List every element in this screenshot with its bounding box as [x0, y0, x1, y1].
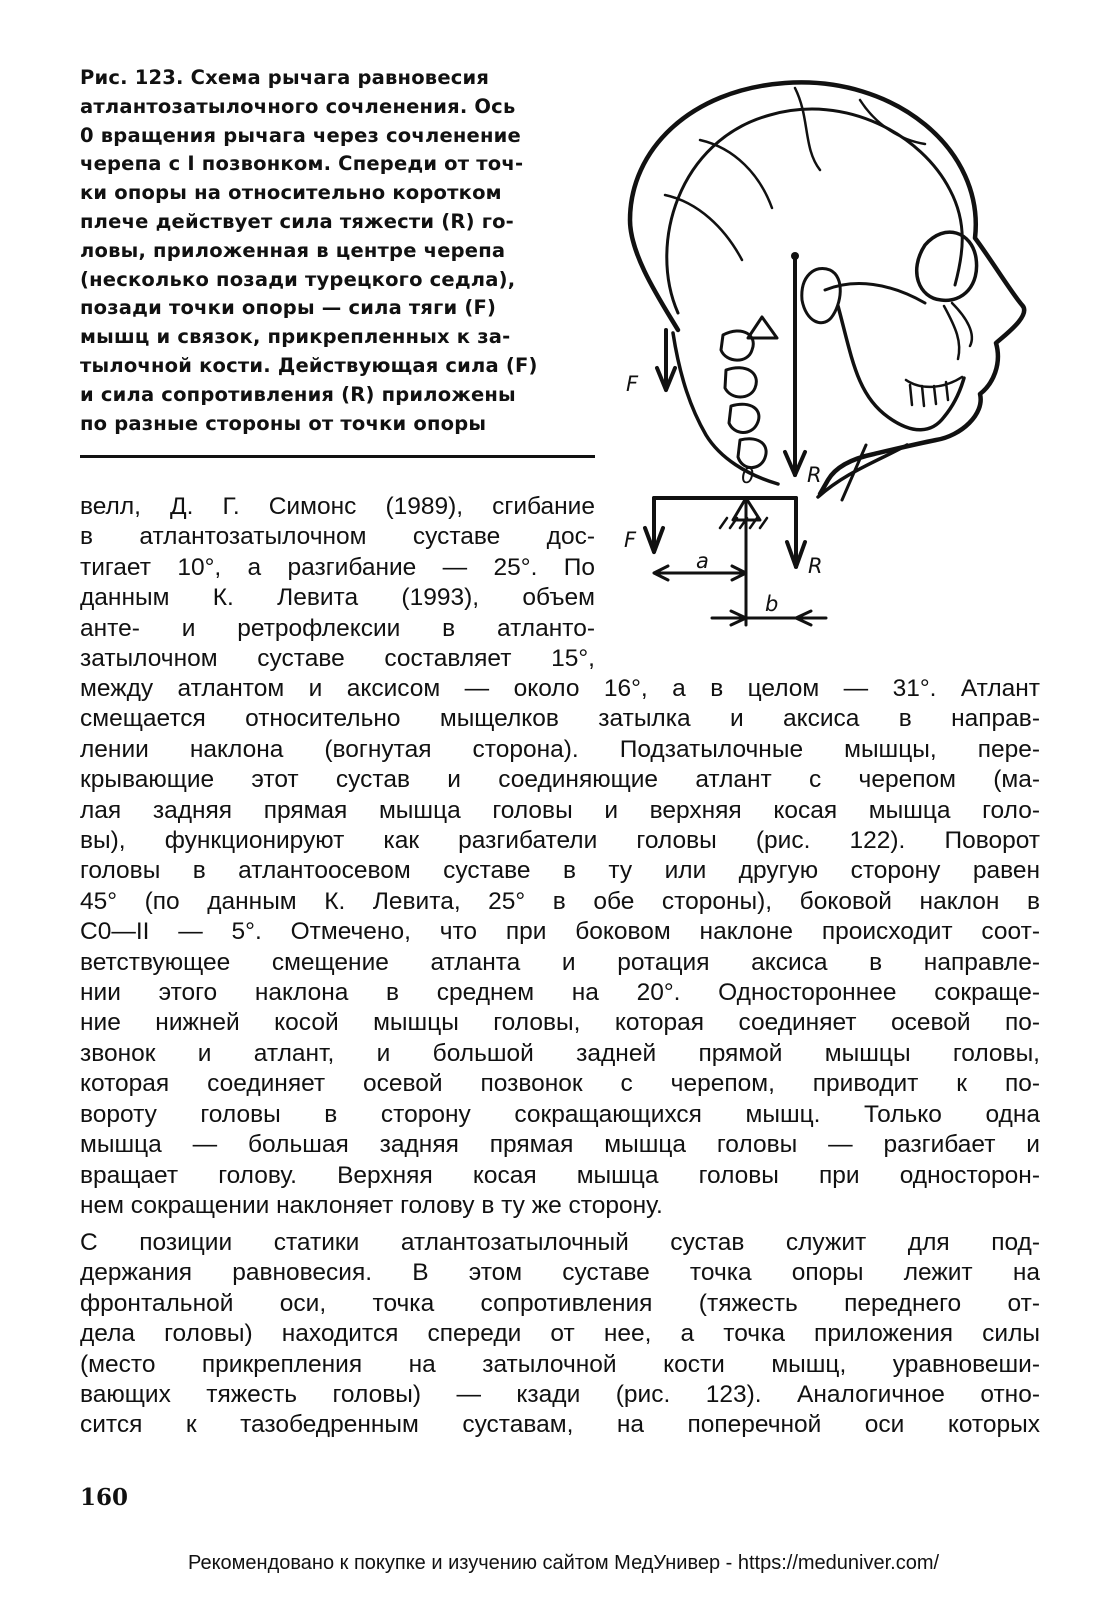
text-line: между атлантом и аксисом — около 16°, а в целом — 31°. Атлант	[80, 675, 1040, 702]
caption-line: и сила сопротивления (R) приложены	[80, 382, 516, 406]
body-text-narrow	[80, 492, 595, 674]
figure-label-a: a	[696, 549, 709, 573]
figure-label-r-bottom: R	[808, 554, 823, 578]
text-line: нии этого наклона в среднем на 20°. Одностороннее сокраще-	[80, 979, 1040, 1007]
figure-label-f-top: F	[626, 372, 639, 396]
caption-line: плече действует сила тяжести (R) го-	[80, 209, 514, 233]
diagram-svg	[624, 80, 1060, 640]
page-number: 160	[80, 1484, 129, 1511]
text-line: вращает голову. Верхняя косая мышца головы при односторон-	[80, 1161, 1040, 1189]
text-line: нем сокращении наклоняет голову в ту же сторону.	[80, 1191, 663, 1219]
body-text-paragraph-two	[80, 1228, 1040, 1441]
caption-line: по разные стороны от точки опоры	[80, 411, 487, 435]
text-line: лая задняя прямая мышца головы и верхняя косая мышца голо-	[80, 796, 1040, 824]
caption-line: Рис. 123. Схема рычага равновесия	[80, 66, 490, 89]
caption-line: позади точки опоры — сила тяги (F)	[80, 296, 497, 320]
text-line: данным К. Левита (1993), объем	[80, 584, 595, 612]
ear	[802, 268, 840, 322]
caption-line: ки опоры на относительно коротком	[80, 181, 502, 205]
figure-label-f-bottom: F	[624, 528, 637, 552]
figure-label-r-top: R	[807, 463, 822, 487]
fulcrum-triangle	[748, 317, 777, 338]
text-line: вы), функционируют как разгибатели головы (рис. 122). Поворот	[80, 827, 1040, 855]
text-line: крывающие этот сустав и соединяющие атлант с черепом (ма-	[80, 766, 1040, 794]
text-line: головы в атлантоосевом суставе в ту или другую сторону равен	[80, 857, 1040, 885]
thin-head-line	[842, 445, 866, 500]
text-line: дела головы) находится спереди от нее, а точка приложения силы	[80, 1320, 1040, 1348]
text-line: тигает 10°, а разгибание — 25°. По	[80, 553, 595, 581]
figure-caption	[80, 64, 595, 438]
text-line: которая соединяет осевой позвонок с черепом, приводит к по-	[80, 1070, 1040, 1098]
caption-line: атлантозатылочного сочленения. Ось	[80, 94, 516, 118]
caption-line: мышц и связок, прикрепленных к за-	[80, 325, 511, 349]
caption-line: ловы, приложенная в центре черепа	[80, 238, 506, 262]
caption-line: (несколько позади турецкого седла),	[80, 267, 516, 291]
figure-label-o: 0	[741, 464, 755, 488]
orbit	[917, 232, 977, 300]
text-line: фронтальной оси, точка сопротивления (тяжесть переднего от-	[80, 1289, 1040, 1317]
caption-line: тылочной кости. Действующая сила (F)	[80, 353, 538, 377]
nasal-cavity	[944, 303, 972, 359]
text-line: звонок и атлант, и большой задней прямой мышцы головы,	[80, 1039, 1040, 1067]
caption-line: 0 вращения рычага через сочленение	[80, 123, 521, 147]
text-line: вороту головы в сторону сокращающихся мышц. Только одна	[80, 1100, 1040, 1128]
text-line: ние нижней косой мышцы головы, которая соединяет осевой по-	[80, 1009, 1040, 1037]
text-line: C0—II — 5°. Отмечено, что при боковом наклоне происходит соот-	[80, 918, 1040, 946]
text-line: 45° (по данным К. Левита, 25° в обе стороны), боковой наклон в	[80, 887, 1040, 915]
text-line: сится к тазобедренным суставам, на поперечной оси которых	[80, 1411, 1040, 1439]
caption-line: черепа с I позвонком. Спереди от точ-	[80, 152, 524, 176]
text-line: затылочном суставе составляет 15°,	[80, 645, 595, 673]
vertebrae	[721, 331, 766, 468]
site-footer: Рекомендовано к покупке и изучению сайтом МедУнивер - https://meduniver.com/	[188, 1552, 940, 1574]
text-line: держания равновесия. В этом суставе точка опоры лежит на	[80, 1259, 1040, 1287]
text-line: С позиции статики атлантозатылочный сустав служит для под-	[80, 1229, 1040, 1256]
text-line: мышца — большая задняя прямая мышца головы — разгибает и	[80, 1131, 1040, 1159]
figure-label-b: b	[765, 592, 779, 616]
mandible	[838, 306, 964, 430]
caption-divider	[80, 455, 595, 458]
skull-sutures	[665, 88, 925, 260]
text-line: анте- и ретрофлексии в атланто-	[80, 614, 595, 642]
text-line: смещается относительно мыщелков затылка и аксиса в направ-	[80, 705, 1040, 733]
text-line: ветствующее смещение атланта и ротация аксиса в направле-	[80, 948, 1040, 976]
gravity-center-dot	[791, 252, 799, 260]
text-line: вающих тяжесть головы) — кзади (рис. 123). Аналогичное отно-	[80, 1381, 1040, 1409]
text-line: велл, Д. Г. Симонс (1989), сгибание	[80, 493, 595, 520]
body-text-paragraph-one	[80, 674, 1040, 1221]
text-line: (место прикрепления на затылочной кости мышц, уравновеши-	[80, 1350, 1040, 1378]
text-line: лении наклона (вогнутая сторона). Подзатылочные мышцы, пере-	[80, 735, 1040, 763]
text-line: в атлантозатылочном суставе дос-	[80, 523, 595, 551]
skull-lever-diagram	[624, 80, 1060, 640]
